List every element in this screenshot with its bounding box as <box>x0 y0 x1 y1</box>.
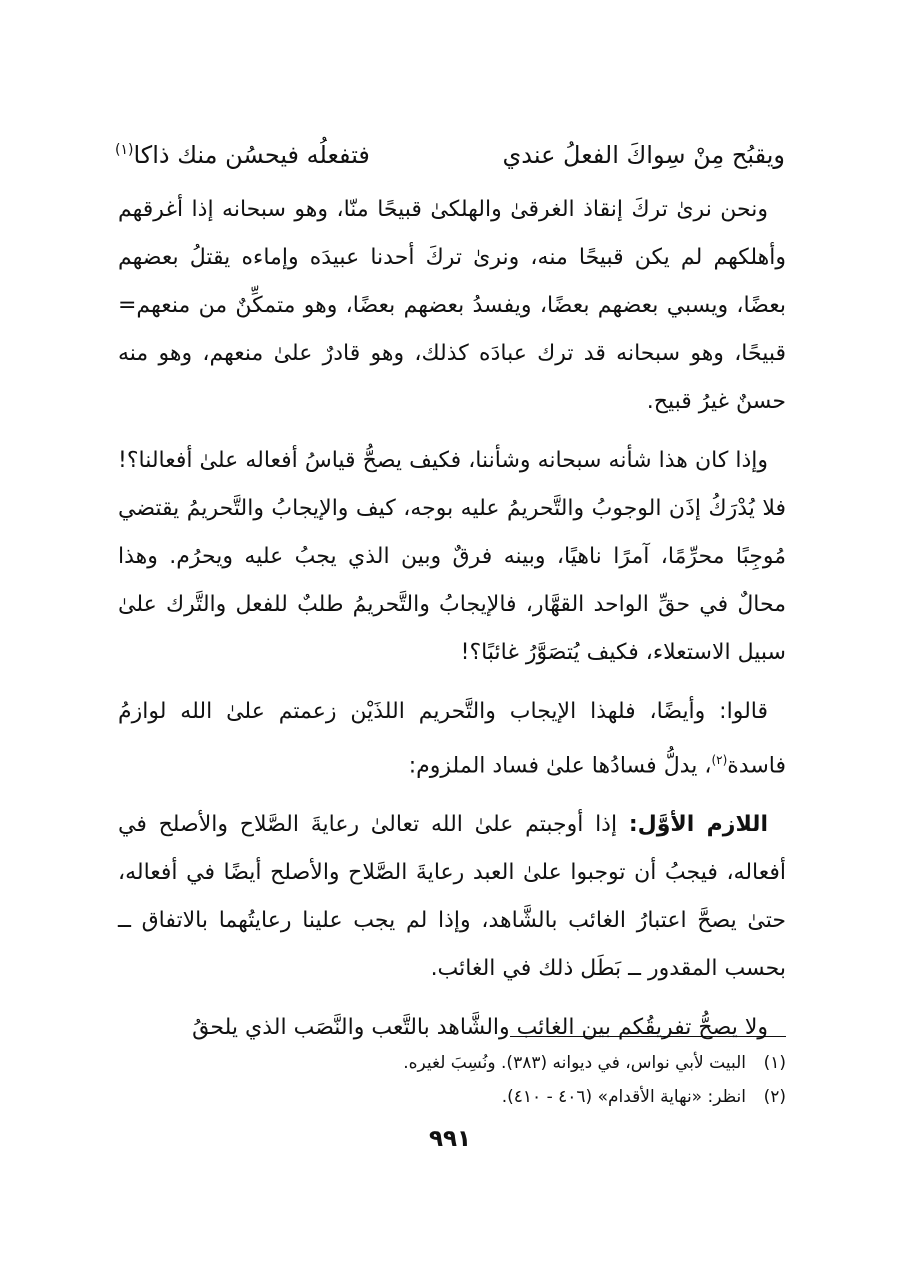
paragraph-4 <box>118 801 786 993</box>
footnote-2 <box>300 1080 786 1114</box>
verse-hemistich-right: ويقبُح مِنْ سِواكَ الفعلُ عندي <box>502 141 785 169</box>
verse-hemistich-left <box>115 128 370 177</box>
footnote-2-number: (٢) <box>763 1087 786 1107</box>
footnote-1 <box>300 1046 786 1080</box>
paragraph-2: وإذا كان هذا شأنه سبحانه وشأننا، فكيف يصحُّ قياسُ أفعاله علىٰ أفعالنا؟! فلا يُدْرَكُ إذَن الوجوبُ والتَّحريمُ عليه بوجه، كيف والإيجابُ والتَّحريمُ يقتضي مُوجِبًا محرِّمًا، آمرًا ناهيًا، وبينه فرقٌ وبين الذي يجبُ عليه ويحرُم. وهذا محالٌ في حقِّ الواحد القهَّار، فالإيجابُ والتَّحريمُ طلبٌ للفعل والتَّرك علىٰ سبيل الاستعلاء، فكيف يُتصَوَّرُ غائبًا؟! <box>118 448 786 665</box>
paragraph-3-text-b: ، يدلُّ فسادُها علىٰ فساد الملزوم: <box>408 753 712 779</box>
verse-hemistich-left-text: فتفعلُه فيحسُن منك ذاكا <box>133 141 370 169</box>
paragraph-4-text: إذا أوجبتم علىٰ الله تعالىٰ رعايةَ الصَّلاح والأصلح في أفعاله، فيجبُ أن توجبوا علىٰ العبد رعايةَ الصَّلاح والأصلح أيضًا في أفعاله، حتىٰ يصحَّ اعتبارُ الغائب بالشَّاهد، وإذا لم يجب علينا رعايتُهما بالاتفاق ــ بحسب المقدور ــ بَطَل ذلك في الغائب. <box>118 812 786 982</box>
page-number: ٩٩١ <box>428 1126 472 1152</box>
footnote-separator <box>510 1036 786 1037</box>
poetry-verse <box>115 128 785 177</box>
paragraph-3 <box>118 688 786 790</box>
paragraph-4-lead-term: اللازم الأوَّل: <box>628 812 768 838</box>
body-text <box>118 186 786 1052</box>
footnote-1-number: (١) <box>763 1053 786 1073</box>
footnote-2-text: انظر: «نهاية الأقدام» (٤٠٦ - ٤١٠). <box>501 1087 746 1107</box>
footnotes <box>300 1046 786 1114</box>
footnote-1-text: البيت لأبي نواس، في ديوانه (٣٨٣). ونُسِبَ لغيره. <box>403 1053 746 1073</box>
paragraph-3-text-a: قالوا: وأيضًا، فلهذا الإيجاب والتَّحريم اللذَيْن زعمتم علىٰ الله لوازمُ فاسدة <box>118 699 786 779</box>
verse-footnote-ref: (١) <box>115 142 134 158</box>
paragraph-1: ونحن نرىٰ تركَ إنقاذ الغرقىٰ والهلكىٰ قبيحًا منّا، وهو سبحانه إذا أغرقهم وأهلكهم لم يكن قبيحًا منه، ونرىٰ تركَ أحدنا عبيدَه وإماءه يقتلُ بعضهم بعضًا، ويسبي بعضهم بعضًا، ويفسدُ بعضهم بعضًا، وهو متمكِّنٌ من منعهم= قبيحًا، وهو سبحانه قد ترك عبادَه كذلك، وهو قادرٌ علىٰ منعهم، وهو منه حسنٌ غيرُ قبيح. <box>118 197 786 414</box>
paragraph-5: ولا يصحُّ تفريقُكم بين الغائب والشَّاهد بالتَّعب والنَّصَب الذي يلحقُ <box>192 1015 768 1041</box>
paragraph-3-footnote-ref: (٢) <box>711 753 728 767</box>
